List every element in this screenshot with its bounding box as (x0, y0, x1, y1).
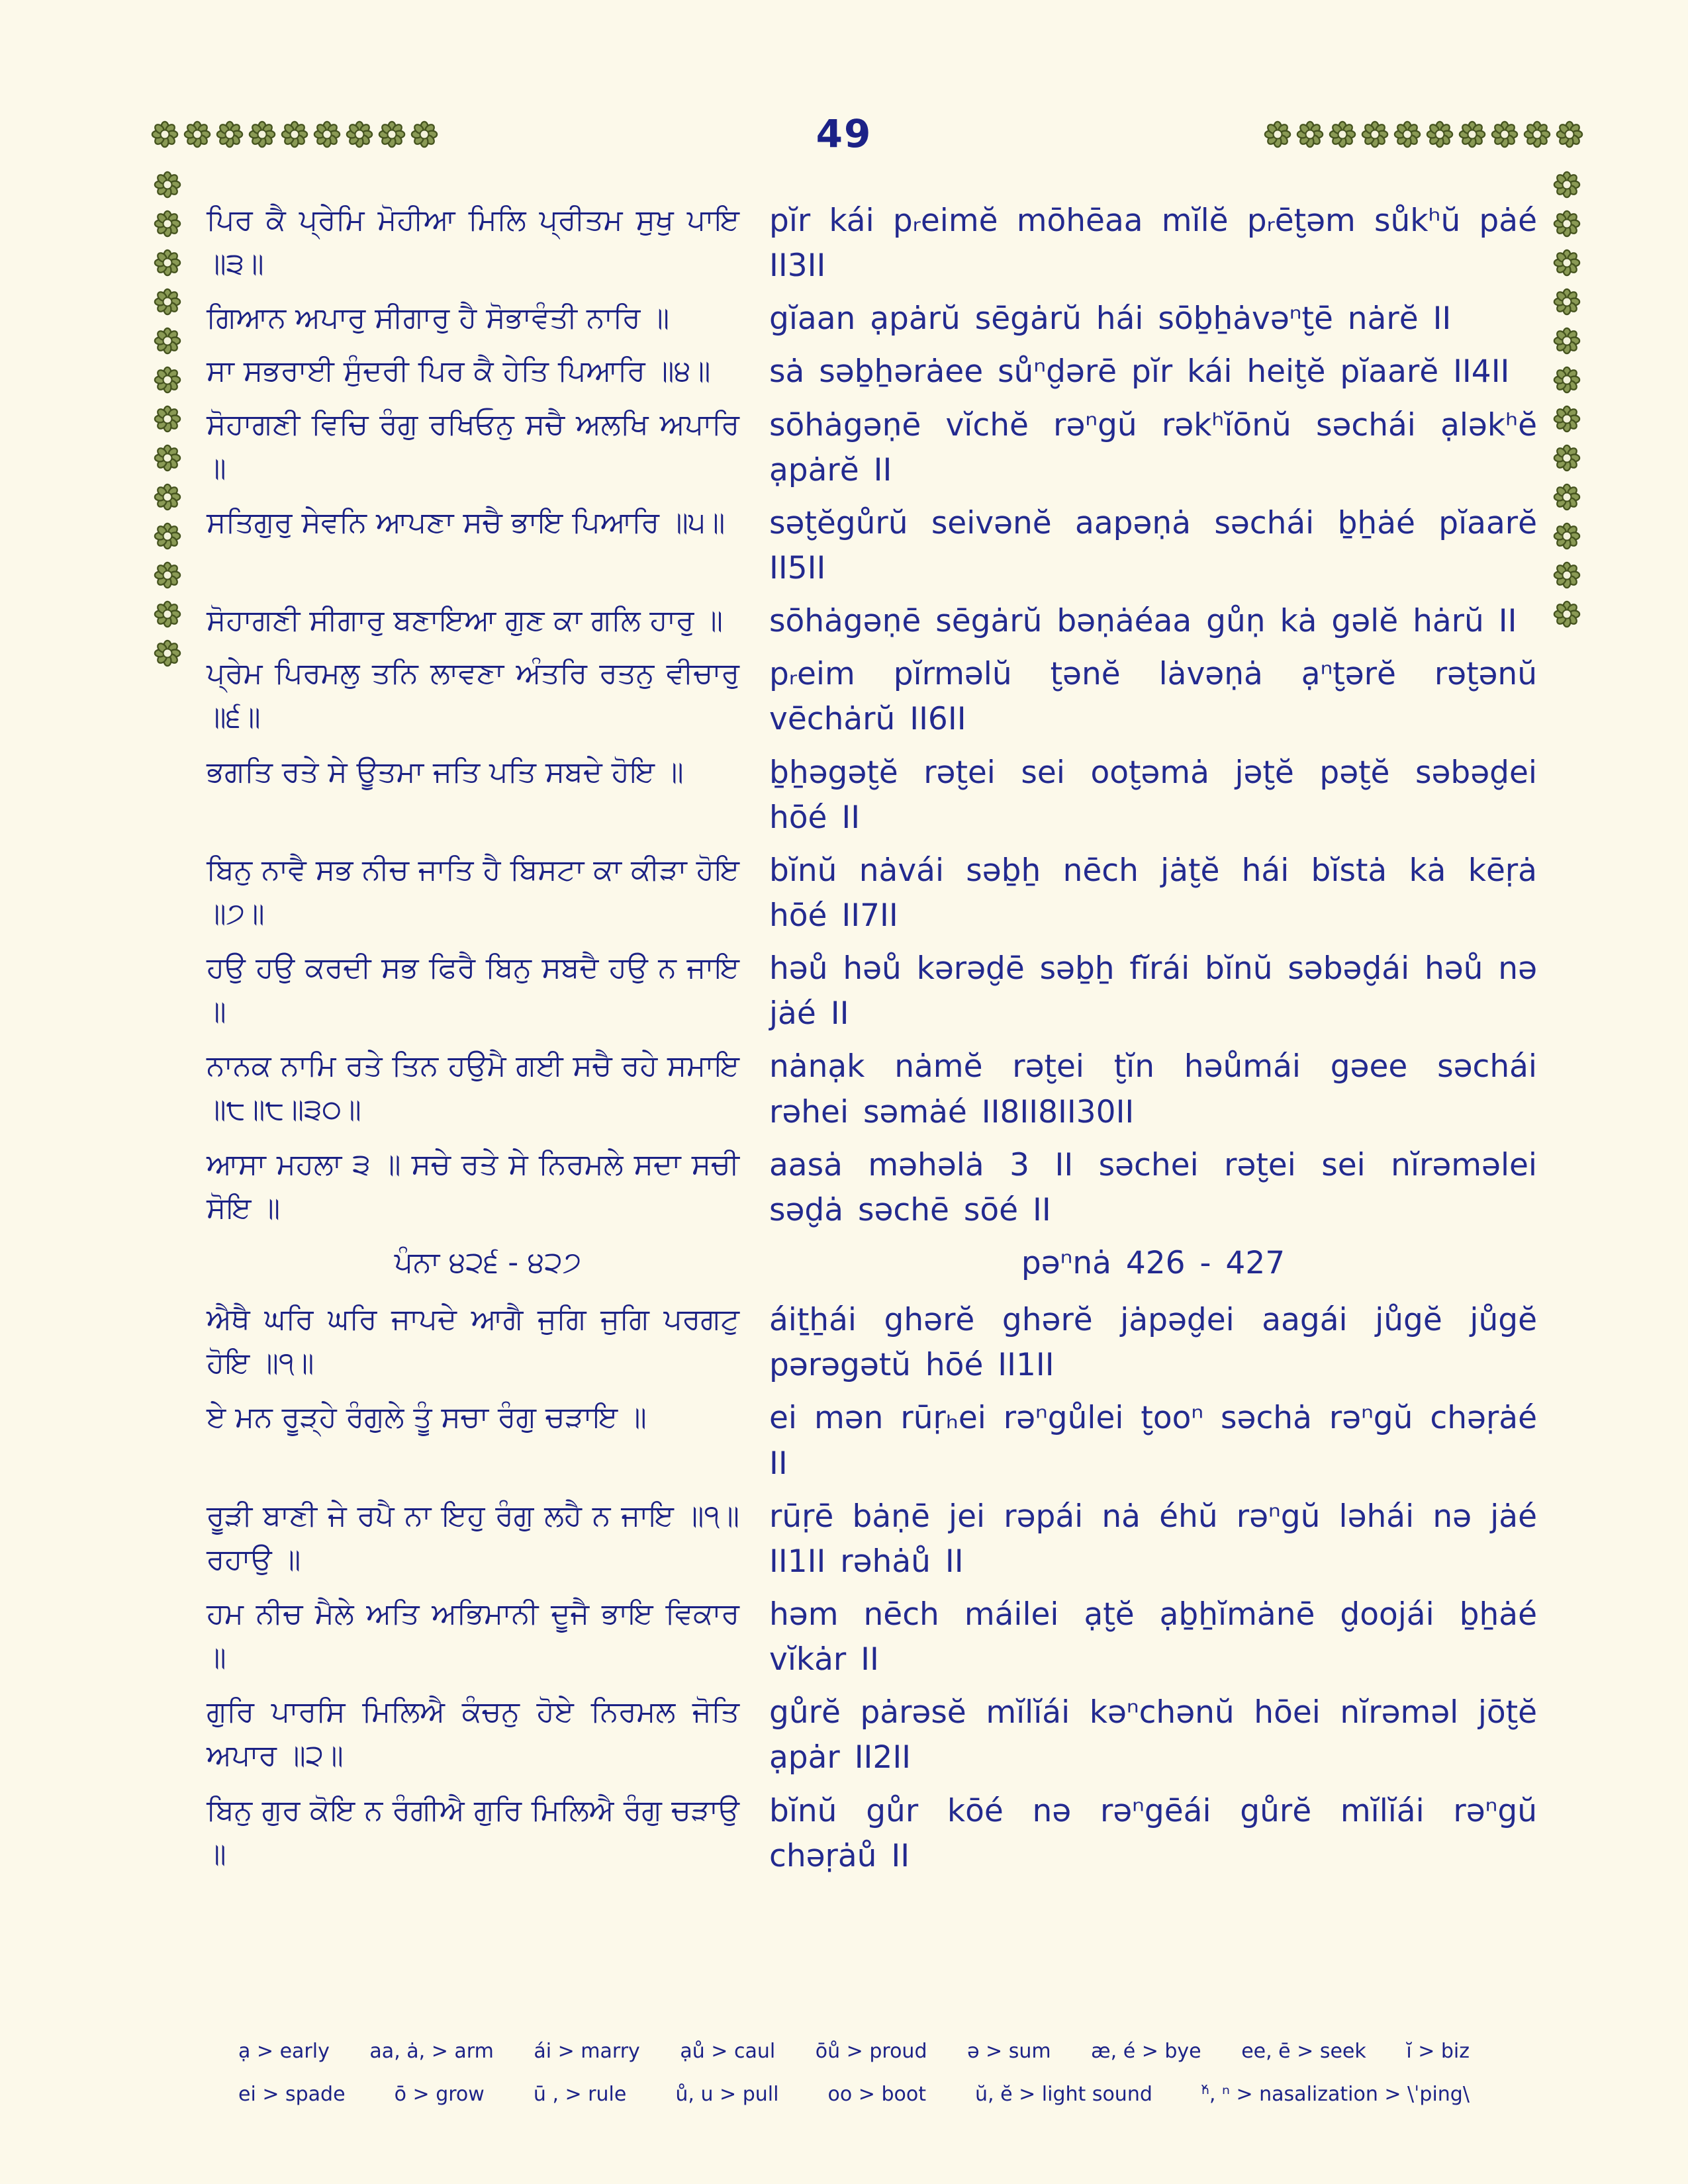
verse-row (207, 349, 1537, 394)
flower-icon (1553, 405, 1581, 433)
gurmukhi-text: ਐਥੈ ਘਰਿ ਘਰਿ ਜਾਪਦੇ ਆਗੈ ਜੁਗਿ ਜੁਗਿ ਪਰਗਟੁ ਹੋਇ ॥੧॥ (207, 1302, 739, 1381)
gurmukhi-text: ਗੁਰਿ ਪਾਰਸਿ ਮਿਲਿਐ ਕੰਚਨੁ ਹੋਏ ਨਿਰਮਲ ਜੋਤਿ ਅਪਾਰ ॥੨॥ (207, 1695, 739, 1773)
flower-icon (1553, 444, 1581, 472)
pronunciation-key-item: ⁿ̌, ⁿ > nasalization > \ˈping\ (1201, 2083, 1470, 2106)
transliteration-text: həm nēch máilei ạt̮ĕ ạḇẖĭmȧnē d̮oojái ḇẖȧé vĭkȧr II (769, 1596, 1537, 1678)
flower-icon (1553, 288, 1581, 316)
verse-row (207, 403, 1537, 493)
gurmukhi-text: ਰੂੜੀ ਬਾਣੀ ਜੇ ਰਪੈ ਨਾ ਇਹੁ ਰੰਗੁ ਲਹੈ ਨ ਜਾਇ ॥੧॥ ਰਹਾਉ ॥ (207, 1498, 739, 1576)
flower-icon (1553, 522, 1581, 550)
flower-icon (154, 210, 181, 238)
verse-row (207, 1298, 1537, 1388)
gurmukhi-text: ਸਾ ਸਭਰਾਈ ਸੁੰਦਰੀ ਪਿਰ ਕੈ ਹੇਤਿ ਪਿਆਰਿ ॥੪॥ (207, 354, 711, 388)
transliteration-text: rūṛē bȧṇē jei rəpái nȧ éhŭ rəⁿgŭ ləhái nə jȧé II1II rəhȧů II (769, 1498, 1537, 1580)
pronunciation-key-item: ei > spade (238, 2083, 346, 2106)
pronunciation-key-item: ái > marry (534, 2040, 640, 2063)
verse-row (207, 599, 1537, 644)
gurmukhi-text: ਹਮ ਨੀਚ ਮੈਲੇ ਅਤਿ ਅਭਿਮਾਨੀ ਦੂਜੈ ਭਾਇ ਵਿਕਾਰ ॥ (207, 1596, 739, 1674)
gurmukhi-text: ਸੋਹਾਗਣੀ ਵਿਚਿ ਰੰਗੁ ਰਖਿਓਨੁ ਸਚੈ ਅਲਖਿ ਅਪਾਰਿ ॥ (207, 407, 739, 485)
flower-icon (1553, 483, 1581, 511)
flower-icon (154, 600, 181, 628)
gurmukhi-text: ਗਿਆਨ ਅਪਾਰੁ ਸੀਗਾਰੁ ਹੈ ਸੋਭਾਵੰਤੀ ਨਾਰਿ ॥ (207, 301, 670, 336)
pronunciation-key-item: ạ > early (238, 2040, 330, 2063)
flower-icon (1553, 600, 1581, 628)
gurmukhi-text: ਨਾਨਕ ਨਾਮਿ ਰਤੇ ਤਿਨ ਹਉਮੈ ਗਈ ਸਚੈ ਰਹੇ ਸਮਾਇ ॥੮॥੮॥੩੦॥ (207, 1049, 739, 1127)
flower-icon (154, 639, 181, 667)
verse-row (207, 1690, 1537, 1780)
pronunciation-guide-row1 (238, 2040, 1470, 2063)
transliteration-text: áiṯẖái ghərĕ ghərĕ jȧpəd̮ei aagái jůgĕ jůgĕ pərəgətŭ hōé II1II (769, 1302, 1537, 1384)
flower-icon (154, 288, 181, 316)
transliteration-text: gĭaan ạpȧrŭ sēgȧrŭ hái sōḇẖȧvəⁿt̮ē nȧrĕ II (769, 300, 1452, 338)
transliteration-text: bĭnŭ gůr kōé nə rəⁿgēái gůrĕ mĭlĭái rəⁿgŭ chəṛȧů II (769, 1792, 1537, 1874)
pronunciation-key-item: ĭ > biz (1406, 2040, 1470, 2063)
verse-row (207, 652, 1537, 742)
transliteration-text: gůrĕ pȧrəsĕ mĭlĭái kəⁿchənŭ hōei nĭrəməl jōt̮ĕ ạpȧr II2II (769, 1694, 1537, 1776)
pronunciation-key-item: ə > sum (967, 2040, 1051, 2063)
pronunciation-key-item: ōů > proud (815, 2040, 927, 2063)
border-flowers-right (1553, 171, 1581, 628)
pronunciation-key-item: ů, u > pull (675, 2083, 779, 2106)
gurmukhi-text: ਬਿਨੁ ਨਾਵੈ ਸਭ ਨੀਚ ਜਾਤਿ ਹੈ ਬਿਸਟਾ ਕਾ ਕੀੜਾ ਹੋਇ ॥੭॥ (207, 852, 739, 931)
flower-icon (1553, 327, 1581, 355)
pronunciation-key-item: oo > boot (827, 2083, 926, 2106)
verse-row (207, 296, 1537, 341)
gurmukhi-text: ਏ ਮਨ ਰੂੜ੍ਹੇ ਰੰਗੁਲੇ ਤੂੰ ਸਚਾ ਰੰਗੁ ਚੜਾਇ ॥ (207, 1400, 647, 1435)
transliteration-text: bĭnŭ nȧvái səḇẖ nēch jȧt̮ĕ hái bĭstȧ kȧ kēṛȧ hōé II7II (769, 852, 1537, 934)
gurmukhi-text: ਸਤਿਗੁਰੁ ਸੇਵਨਿ ਆਪਣਾ ਸਚੈ ਭਾਇ ਪਿਆਰਿ ॥੫॥ (207, 505, 726, 539)
panna-gurmukhi: ਪੰਨਾ ੪੨੬ - ੪੨੭ (394, 1245, 582, 1279)
gurmukhi-text: ਪ੍ਰੇਮ ਪਿਰਮਲੁ ਤਨਿ ਲਾਵਣਾ ਅੰਤਰਿ ਰਤਨੁ ਵੀਚਾਰੁ ॥੬॥ (207, 657, 739, 735)
gurmukhi-text: ਬਿਨੁ ਗੁਰ ਕੋਇ ਨ ਰੰਗੀਐ ਗੁਰਿ ਮਿਲਿਐ ਰੰਗੁ ਚੜਾਉ ॥ (207, 1793, 739, 1871)
page-reference-row (207, 1241, 1537, 1286)
verse-row (207, 848, 1537, 938)
transliteration-text: nȧnạk nȧmĕ rət̮ei t̮ĭn həůmái gəee səchái rəhei səmȧé II8II8II30II (769, 1048, 1537, 1130)
transliteration-text: sōhȧgəṇē sēgȧrŭ bəṇȧéaa gůṇ kȧ gəlĕ hȧrŭ II (769, 603, 1517, 640)
transliteration-text: pĭr kái pᵣeimĕ mōhēaa mĭlĕ pᵣēt̮əm sůkʰŭ pȧé II3II (769, 203, 1537, 285)
verse-row (207, 199, 1537, 289)
border-flowers-left (154, 171, 181, 667)
pronunciation-key-item: ee, ē > seek (1241, 2040, 1366, 2063)
flower-icon (154, 483, 181, 511)
flower-icon (154, 171, 181, 199)
gurmukhi-text: ਆਸਾ ਮਹਲਾ ੩ ॥ ਸਚੇ ਰਤੇ ਸੇ ਨਿਰਮਲੇ ਸਦਾ ਸਚੀ ਸੋਇ ॥ (207, 1147, 739, 1225)
page-number: 49 (816, 111, 872, 156)
transliteration-text: sȧ səḇẖərȧee sůⁿd̮ərē pĭr kái heit̮ĕ pĭaarĕ II4II (769, 353, 1510, 390)
flower-icon (154, 405, 181, 433)
verse-row (207, 1143, 1537, 1233)
pronunciation-key-item: ŭ, ĕ > light sound (975, 2083, 1152, 2106)
gurmukhi-text: ਪਿਰ ਕੈ ਪ੍ਰੇਮਿ ਮੋਹੀਆ ਮਿਲਿ ਪ੍ਰੀਤਮ ਸੁਖੁ ਪਾਇ ॥੩॥ (207, 203, 739, 281)
pronunciation-key-item: ạů > caul (680, 2040, 776, 2063)
flower-icon (1553, 366, 1581, 394)
pronunciation-key-item: æ, é > bye (1091, 2040, 1201, 2063)
flower-icon (154, 444, 181, 472)
gurmukhi-text: ਹਉ ਹਉ ਕਰਦੀ ਸਭ ਫਿਰੈ ਬਿਨੁ ਸਬਦੈ ਹਉ ਨ ਜਾਇ ॥ (207, 951, 739, 1029)
flower-icon (154, 366, 181, 394)
verse-row (207, 1494, 1537, 1584)
flower-icon (154, 249, 181, 277)
pronunciation-guide-row2 (238, 2083, 1470, 2106)
pronunciation-key-item: ō > grow (394, 2083, 485, 2106)
transliteration-text: pᵣeim pĭrməlŭ t̮ənĕ lȧvəṇȧ ạⁿt̮ərĕ rət̮ənŭ vēchȧrŭ II6II (769, 656, 1537, 738)
flower-icon (154, 522, 181, 550)
gurmukhi-text: ਸੋਹਾਗਣੀ ਸੀਗਾਰੁ ਬਣਾਇਆ ਗੁਣ ਕਾ ਗਲਿ ਹਾਰੁ ॥ (207, 604, 724, 638)
gurmukhi-text: ਭਗਤਿ ਰਤੇ ਸੇ ਊਤਮਾ ਜਤਿ ਪਤਿ ਸਬਦੇ ਹੋਇ ॥ (207, 754, 684, 789)
transliteration-text: sōhȧgəṇē vĭchĕ rəⁿgŭ rəkʰĭōnŭ səchái ạləkʰĕ ạpȧrĕ II (769, 406, 1537, 488)
transliteration-text: aasȧ məhəlȧ 3 II səchei rət̮ei sei nĭrəməlei səd̮ȧ səchē sōé II (769, 1146, 1537, 1228)
transliteration-text: həů həů kərəd̮ē səḇẖ fĭrái bĭnŭ səbəd̮ái həů nə jȧé II (769, 950, 1537, 1032)
transliteration-text: ḇẖəgət̮ĕ rət̮ei sei oot̮əmȧ jət̮ĕ pət̮ĕ səbəd̮ei hōé II (769, 754, 1537, 836)
flower-icon (1553, 561, 1581, 589)
verse-row (207, 1396, 1537, 1486)
verse-row (207, 501, 1537, 591)
flower-icon (154, 327, 181, 355)
pronunciation-key-item: ū , > rule (533, 2083, 627, 2106)
pronunciation-key-item: aa, ȧ, > arm (369, 2040, 494, 2063)
verse-content (207, 199, 1537, 1887)
panna-roman: pəⁿnȧ 426 - 427 (1021, 1244, 1286, 1281)
verse-row (207, 1789, 1537, 1879)
verse-row (207, 946, 1537, 1036)
flower-icon (154, 561, 181, 589)
flower-icon (1553, 171, 1581, 199)
pronunciation-guide (238, 2020, 1470, 2106)
flower-icon (1553, 249, 1581, 277)
transliteration-text: sət̮ĕgůrŭ seivənĕ aapəṇȧ səchái ḇẖȧé pĭaarĕ II5II (769, 504, 1537, 586)
flower-icon (1553, 210, 1581, 238)
transliteration-text: ei mən rūṛₕei rəⁿgůlei t̮ooⁿ səchȧ rəⁿgŭ chəṛȧé II (769, 1400, 1537, 1482)
verse-row (207, 1592, 1537, 1682)
verse-row (207, 751, 1537, 841)
verse-row (207, 1044, 1537, 1134)
